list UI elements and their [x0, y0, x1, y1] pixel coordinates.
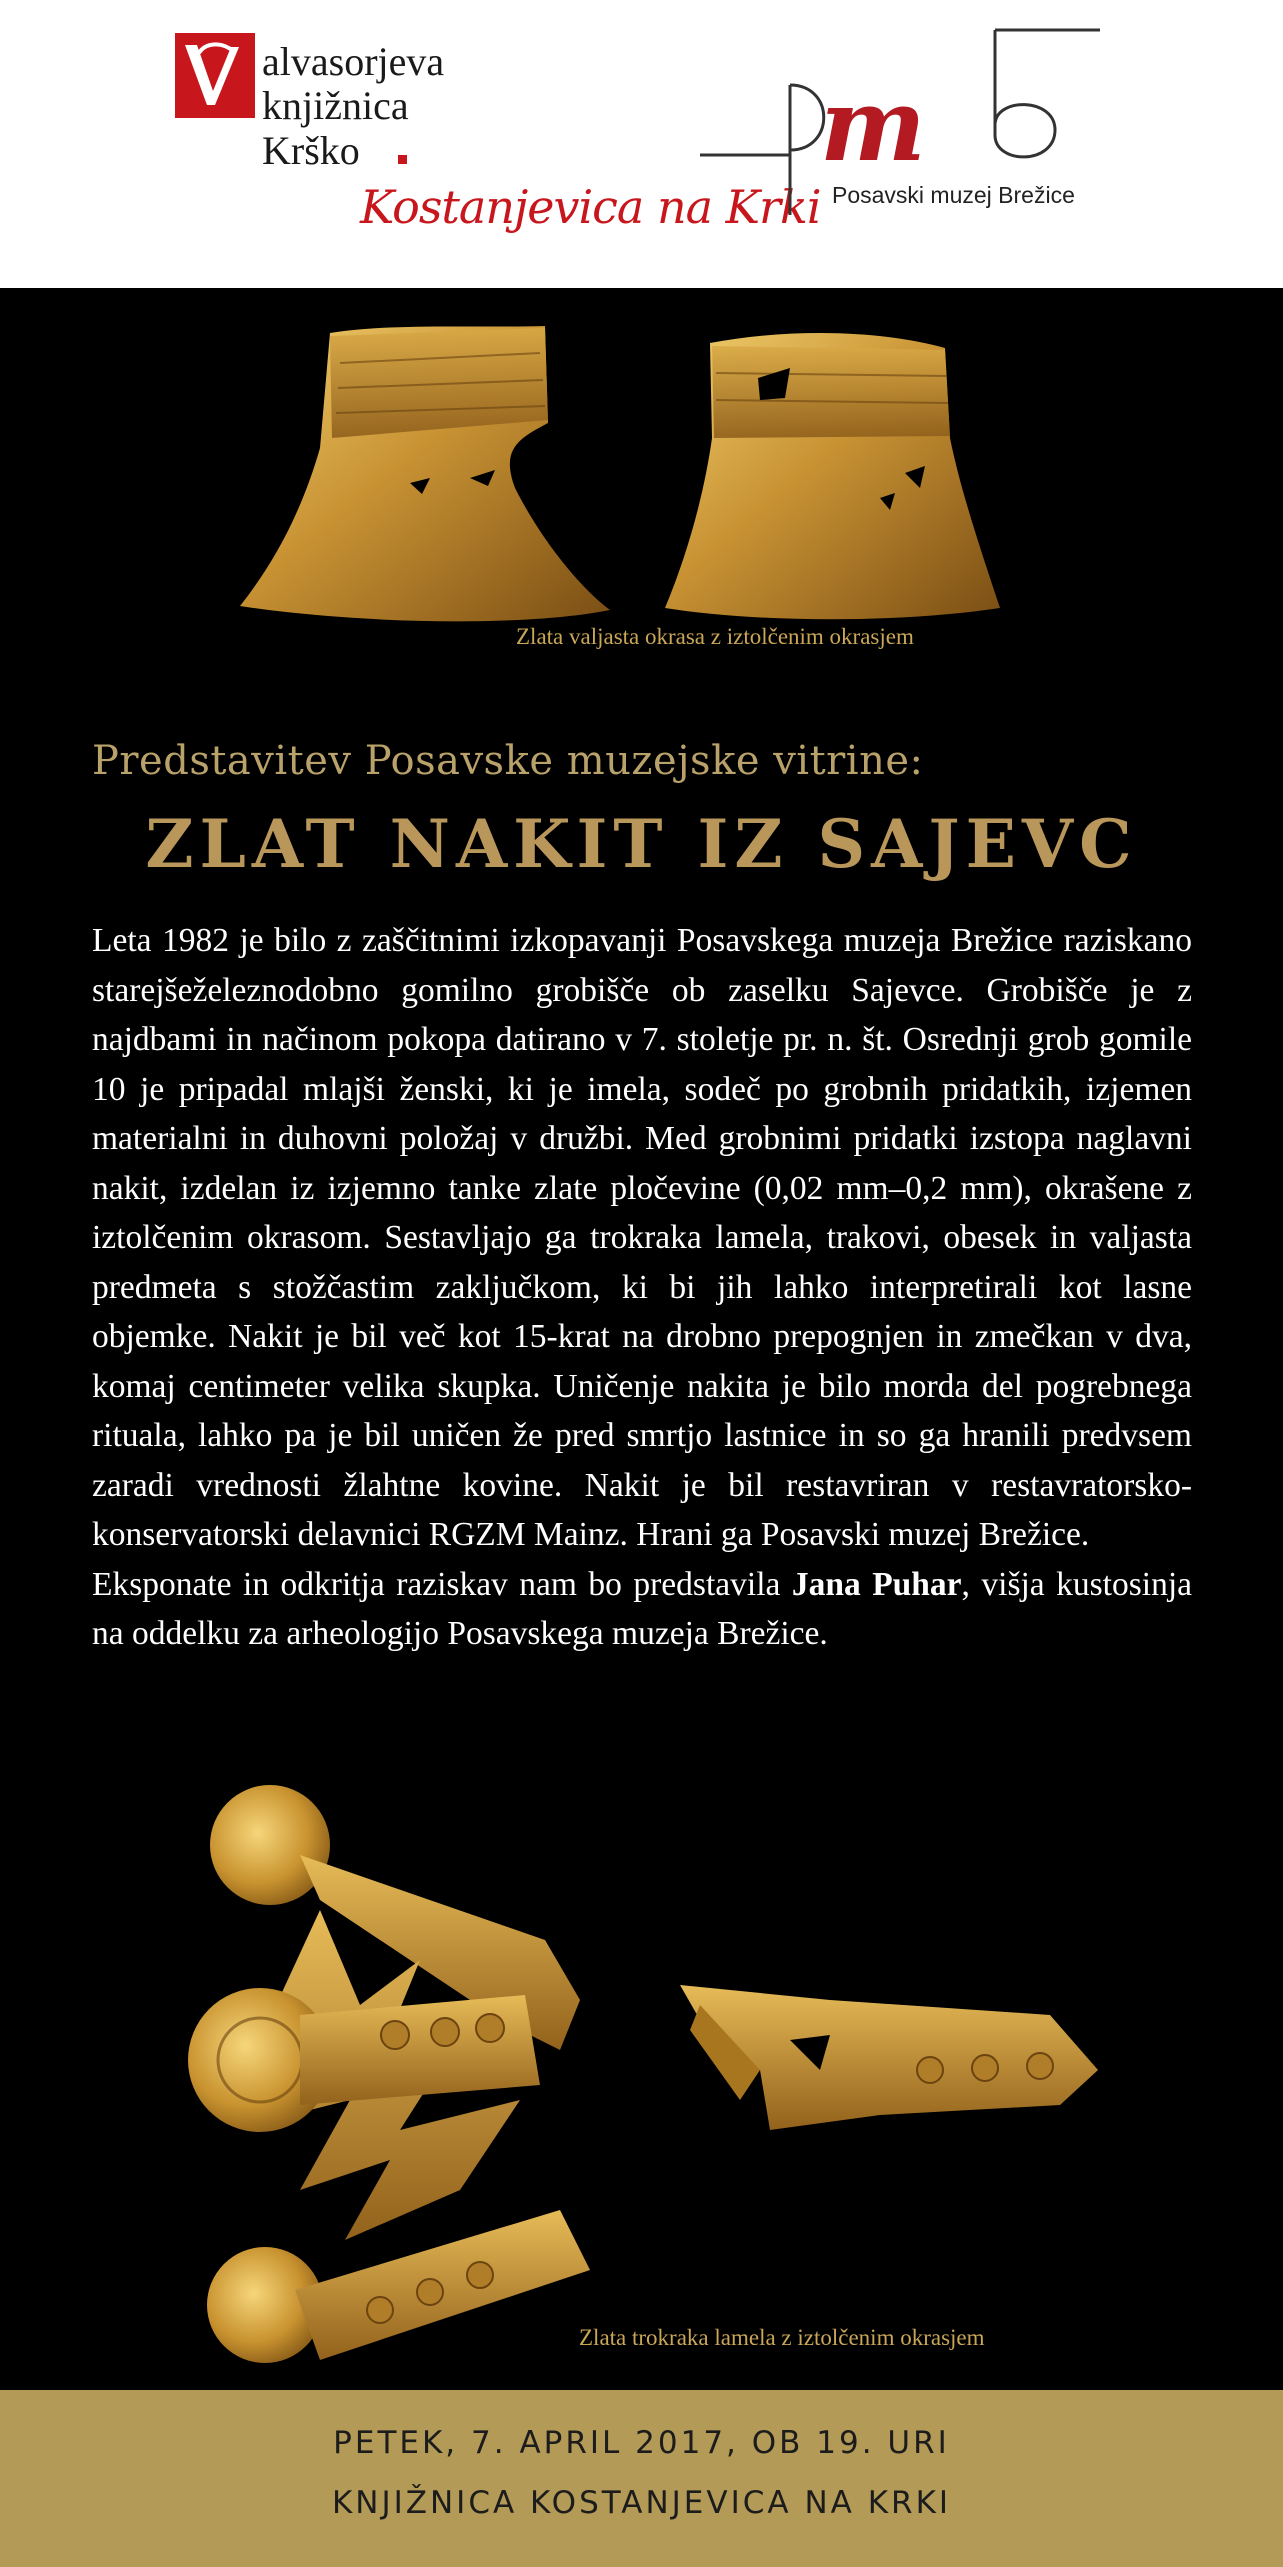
presenter-name: Jana Puhar [791, 1565, 962, 1603]
event-footer [0, 2390, 1283, 2567]
svg-text:m: m [820, 66, 926, 184]
gold-cylindrical-ornaments-image [0, 288, 1283, 648]
library-logo-line2: knjižnica [262, 83, 409, 128]
event-venue: KNJIŽNICA KOSTANJEVICA NA KRKI [331, 2485, 952, 2521]
presenter-paragraph [92, 1560, 1192, 1659]
museum-name: Posavski muzej Brežice [832, 182, 1075, 208]
event-description [92, 916, 1192, 1659]
event-subtitle: Predstavitev Posavske muzejske vitrine: [92, 738, 924, 784]
header [0, 0, 1283, 288]
event-title: ZLAT NAKIT IZ SAJEVC [145, 805, 1138, 883]
library-logo-v-icon [175, 33, 255, 118]
presenter-intro: Eksponate in odkritja raziskav nam bo predstavila [92, 1565, 792, 1603]
presenter-role: , višja kustosinja na oddelku za arheologijo Posavskega muzeja Brežice. [92, 1565, 1192, 1652]
library-logo-dot [398, 155, 407, 164]
gold-lamella-image [0, 1770, 1283, 2390]
library-branch-name: Kostanjevica na Krki [360, 180, 821, 234]
library-logo-line1: alvasorjeva [262, 39, 445, 84]
event-date: PETEK, 7. APRIL 2017, OB 19. URI [333, 2425, 950, 2461]
bottom-image-caption: Zlata trokraka lamela z iztolčenim okrasjem [579, 2325, 985, 2350]
top-image-caption: Zlata valjasta okrasa z iztolčenim okrasjem [516, 624, 914, 649]
library-logo-mark [175, 33, 255, 118]
description-paragraph: Leta 1982 je bilo z zaščitnimi izkopavanji Posavskega muzeja Brežice raziskano starejšeželeznodobno gomilno grobišče ob zaselku Sajevce. Grobišče je z najdbami in načinom pokopa datirano v 7. stoletje pr. n. št. Osrednji grob gomile 10 je pripadal mlajši ženski, ki je imela, sodeč po grobnih pridatkih, izjemen materialni in duhovni položaj v družbi. Med grobnimi pridatki izstopa naglavni nakit, izdelan iz izjemno tanke zlate pločevine (0,02 mm–0,2 mm), okrašene z iztolčenim okrasom. Sestavljajo ga trokraka lamela, trakovi, obesek in valjasta predmeta s stožčastim zaključkom, ki bi jih lahko interpretirali kot lasne objemke. Nakit je bil več kot 15-krat na drobno prepognjen in zmečkan v dva, komaj centimeter velika skupka. Uničenje nakita je bilo morda del pogrebnega rituala, lahko pa je bil uničen že pred smrtjo lastnice in so ga hranili predvsem zaradi vrednosti žlahtne kovine. Nakit je bil restavriran v restavratorsko-konservatorski delavnici RGZM Mainz. Hrani ga Posavski muzej Brežice. [92, 922, 1192, 1553]
library-logo-line3: Krško [262, 128, 360, 173]
